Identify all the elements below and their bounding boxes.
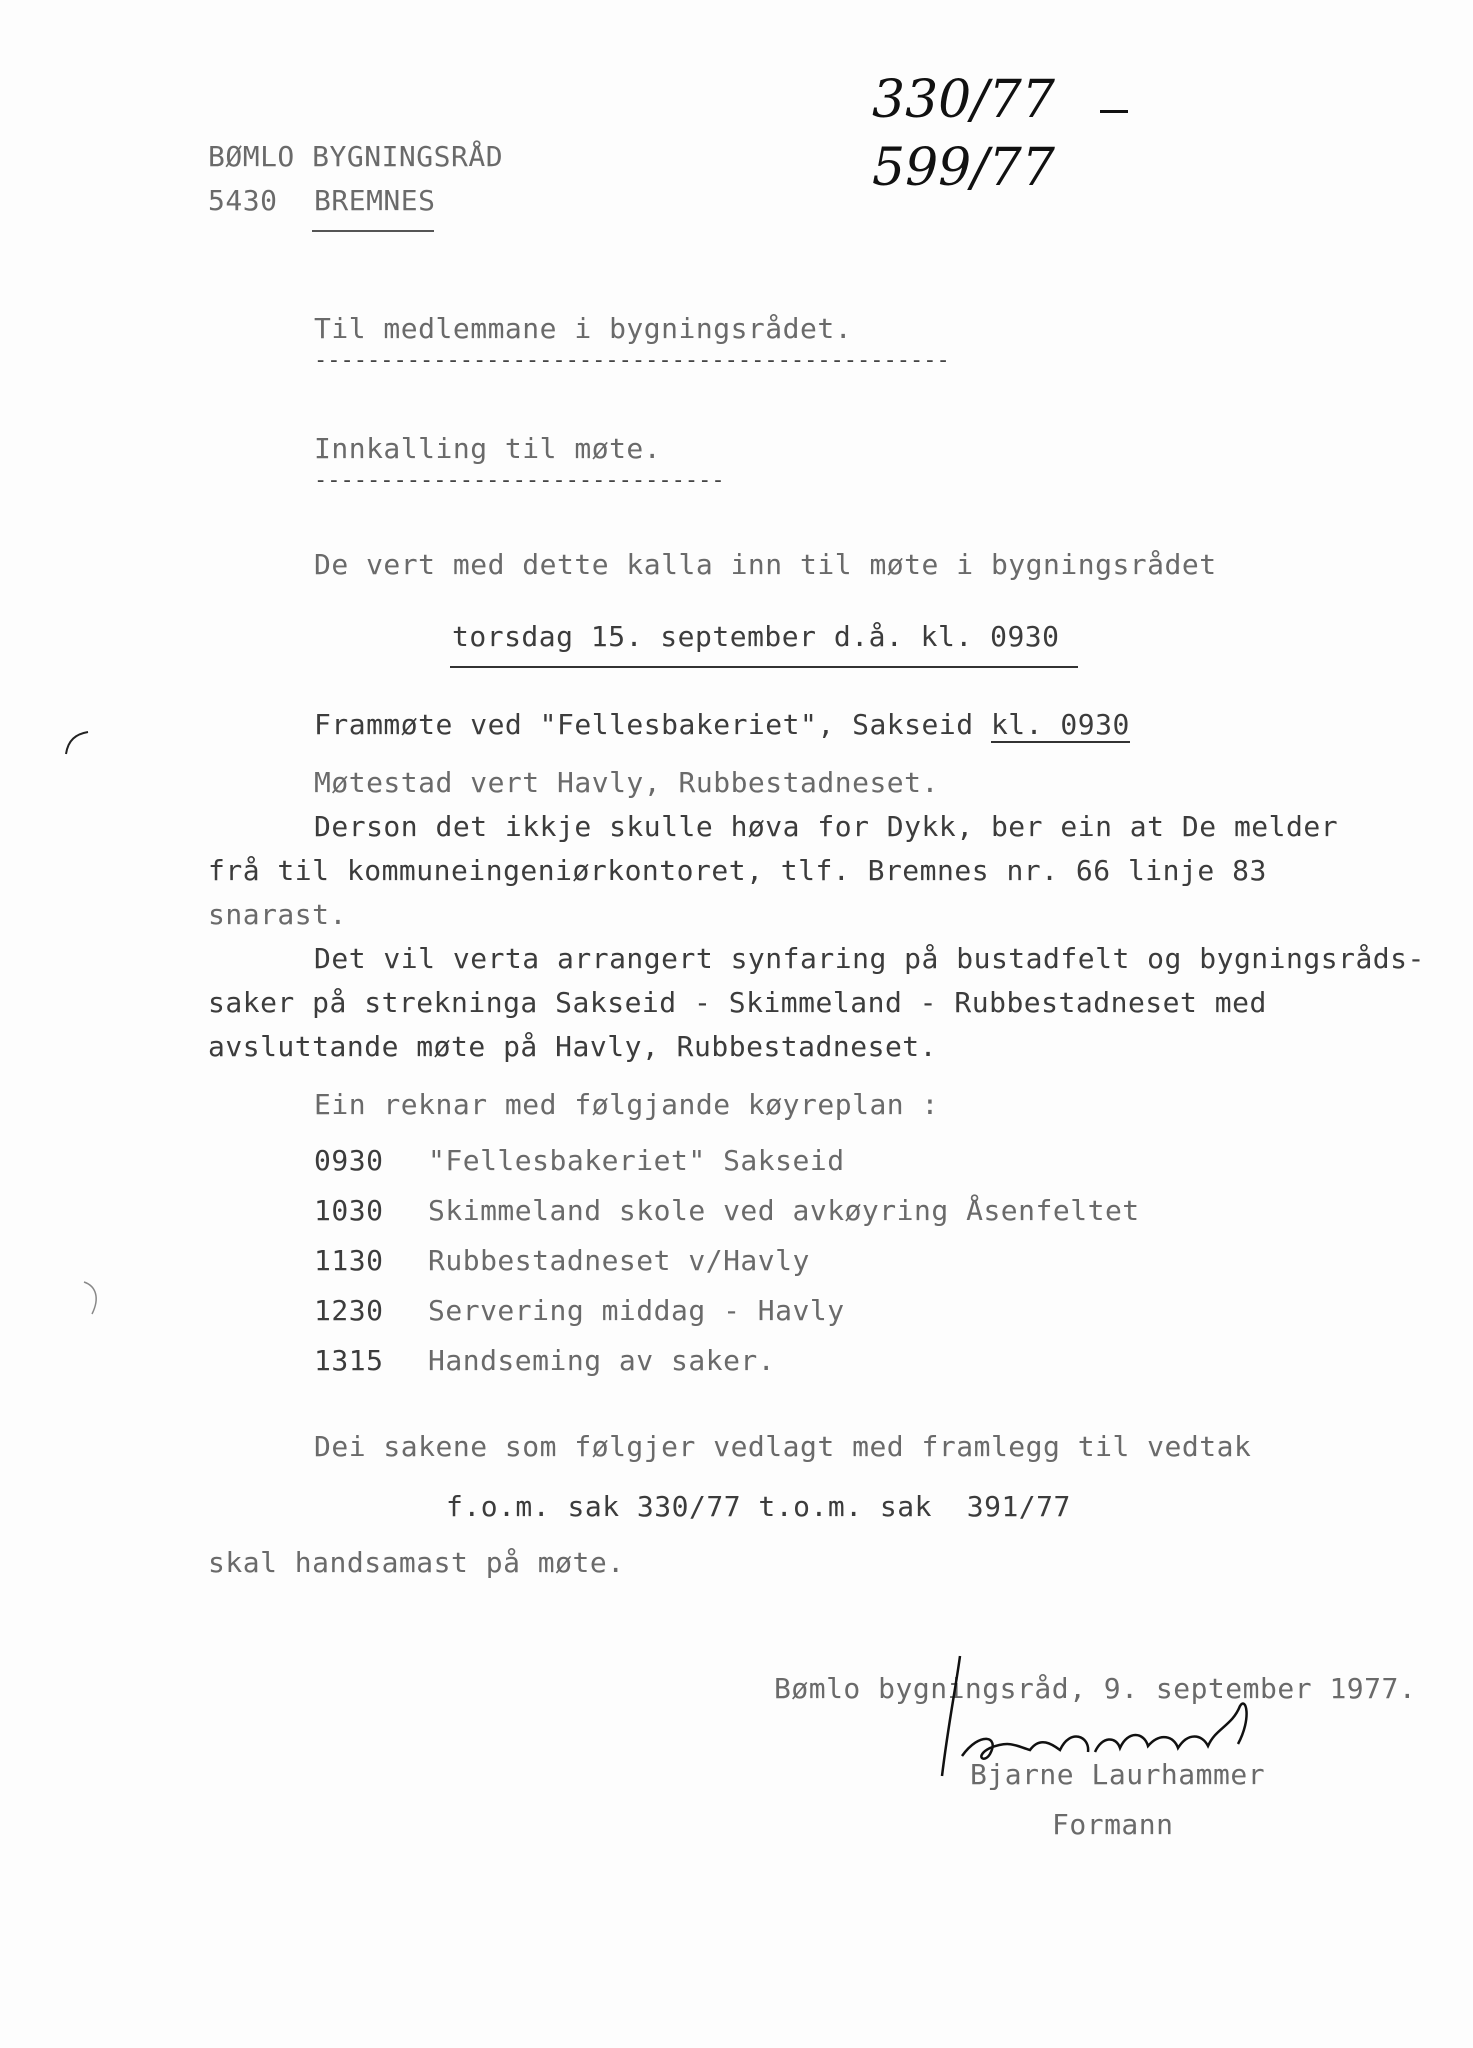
- signature-name: Bjarne Laurhammer: [970, 1758, 1266, 1791]
- letterhead-town: BREMNES: [314, 184, 436, 217]
- schedule-row-item: Handseming av saker.: [428, 1344, 776, 1377]
- schedule-row-item: Skimmeland skole ved avkøyring Åsenfeltet: [428, 1194, 1140, 1227]
- attendance-text: Frammøte ved "Fellesbakeriet", Sakseid: [314, 708, 991, 741]
- schedule-row-time: 1230: [314, 1294, 384, 1327]
- cases-line-2: f.o.m. sak 330/77 t.o.m. sak 391/77: [446, 1490, 1071, 1523]
- notice-line-1: Derson det ikkje skulle høva for Dykk, ber ein at De melder: [314, 810, 1339, 843]
- letterhead-town-underline: [312, 230, 434, 232]
- meeting-date-underline: [450, 666, 1078, 668]
- subject-line: Innkalling til møte.: [314, 432, 662, 465]
- handwritten-dash: [1100, 110, 1128, 113]
- schedule-row-item: "Fellesbakeriet" Sakseid: [428, 1144, 845, 1177]
- notice-line-2: frå til kommuneingeniørkontoret, tlf. Bremnes nr. 66 linje 83: [208, 854, 1267, 887]
- attendance-time: kl. 0930: [990, 708, 1130, 741]
- inspection-line-1: Det vil verta arrangert synfaring på bustadfelt og bygningsråds-: [314, 942, 1425, 975]
- addressee-underline: ------------------------------------------------: [314, 348, 950, 373]
- schedule-intro: Ein reknar med følgjande køyreplan :: [314, 1088, 939, 1121]
- inspection-line-3: avsluttande møte på Havly, Rubbestadneset.: [208, 1030, 938, 1063]
- letterhead-postcode: 5430: [208, 184, 278, 217]
- intro-line: De vert med dette kalla inn til møte i bygningsrådet: [314, 548, 1217, 581]
- schedule-row-time: 1130: [314, 1244, 384, 1277]
- schedule-row-item: Servering middag - Havly: [428, 1294, 845, 1327]
- schedule-row-item: Rubbestadneset v/Havly: [428, 1244, 810, 1277]
- inspection-line-2: saker på strekninga Sakseid - Skimmeland - Rubbestadneset med: [208, 986, 1267, 1019]
- meeting-date: torsdag 15. september d.å. kl. 0930: [452, 620, 1060, 653]
- notice-line-3: snarast.: [208, 898, 347, 931]
- cases-line-3: skal handsamast på møte.: [208, 1546, 625, 1579]
- addressee-line: Til medlemmane i bygningsrådet.: [314, 312, 853, 345]
- handwritten-case-number-1: 330/77: [872, 70, 1055, 130]
- handwritten-case-number-2: 599/77: [872, 138, 1055, 198]
- place-date-line: Bømlo bygningsråd, 9. september 1977.: [774, 1672, 1417, 1705]
- subject-underline: -------------------------------: [314, 468, 725, 493]
- cases-line-1: Dei sakene som følgjer vedlagt med framlegg til vedtak: [314, 1430, 1252, 1463]
- schedule-row-time: 1315: [314, 1344, 384, 1377]
- schedule-row-time: 1030: [314, 1194, 384, 1227]
- schedule-row-time: 0930: [314, 1144, 384, 1177]
- venue-line: Møtestad vert Havly, Rubbestadneset.: [314, 766, 939, 799]
- signature-title: Formann: [1052, 1808, 1174, 1841]
- scan-mark-left-upper: [62, 728, 92, 758]
- letterhead-org: BØMLO BYGNINGSRÅD: [208, 140, 504, 173]
- attendance-line: [314, 708, 1130, 742]
- scan-mark-left-lower: [78, 1280, 108, 1320]
